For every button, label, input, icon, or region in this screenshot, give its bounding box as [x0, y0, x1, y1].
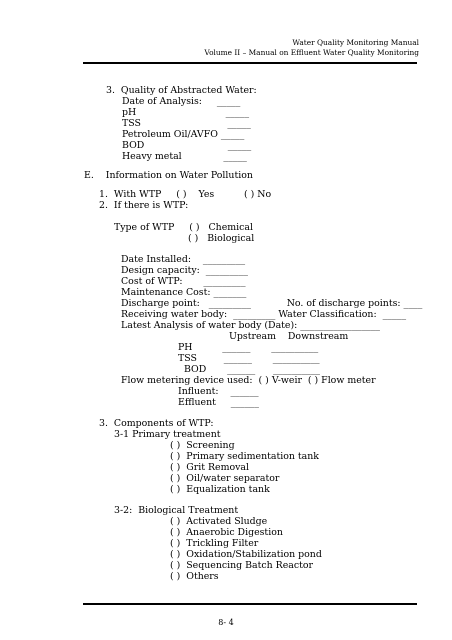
header-subtitle: Volume II – Manual on Effluent Water Quality Monitoring — [204, 48, 419, 57]
quality-heading: 3. Quality of Abstracted Water: — [106, 85, 257, 96]
bio-item: ( ) Trickling Filter — [170, 538, 259, 549]
quality-row: Petroleum Oil/AVFO _____ — [122, 129, 245, 140]
wtp-type: Type of WTP ( ) Chemical — [114, 222, 253, 233]
wtp-type-option: ( ) Biological — [188, 233, 255, 244]
effluent-field: Effluent ______ — [178, 397, 259, 408]
influent-field: Influent: ______ — [178, 386, 259, 397]
wtp-field: Maintenance Cost: _______ — [121, 287, 247, 298]
footer-rule — [83, 603, 417, 605]
wtp-question: 1. With WTP ( ) Yes ( ) No — [99, 189, 272, 200]
stream-row: BOD ______ __________ — [178, 364, 320, 375]
wtp-field: Discharge point: _________ No. of discharge points: ____ — [121, 298, 423, 309]
wtp-if-question: 2. If there is WTP: — [99, 200, 189, 211]
primary-item: ( ) Screening — [170, 440, 235, 451]
page-number: 8- 4 — [218, 618, 234, 627]
wtp-field: Receiving water body: _________ Water Classification: _____ — [121, 309, 407, 320]
header-title: Water Quality Monitoring Manual — [292, 38, 419, 47]
wtp-field: Design capacity: _________ — [121, 265, 248, 276]
bio-item: ( ) Oxidation/Stabilization pond — [170, 549, 322, 560]
primary-item: ( ) Grit Removal — [170, 462, 249, 473]
quality-row: pH _____ — [122, 107, 250, 118]
stream-row: PH ______ __________ — [178, 342, 319, 353]
quality-row: TSS _____ — [122, 118, 251, 129]
quality-row: Date of Analysis: _____ — [122, 96, 241, 107]
bio-item: ( ) Anaerobic Digestion — [170, 527, 283, 538]
stream-row: TSS ______ __________ — [178, 353, 320, 364]
primary-heading: 3-1 Primary treatment — [114, 429, 221, 440]
flow-metering: Flow metering device used: ( ) V-weir ( ) Flow meter — [121, 375, 376, 386]
components-heading: 3. Components of WTP: — [99, 418, 214, 429]
stream-header: Upstream Downstream — [229, 331, 349, 342]
quality-row: BOD _____ — [122, 140, 252, 151]
quality-row: Heavy metal _____ — [122, 151, 247, 162]
bio-item: ( ) Activated Sludge — [170, 516, 268, 527]
header-rule — [83, 62, 417, 64]
section-e-heading: E. Information on Water Pollution — [84, 170, 253, 181]
bio-item: ( ) Others — [170, 571, 219, 582]
primary-item: ( ) Oil/water separator — [170, 473, 280, 484]
wtp-field: Cost of WTP: _________ — [121, 276, 246, 287]
bio-item: ( ) Sequencing Batch Reactor — [170, 560, 313, 571]
primary-item: ( ) Primary sedimentation tank — [170, 451, 319, 462]
primary-item: ( ) Equalization tank — [170, 484, 270, 495]
bio-heading: 3-2: Biological Treatment — [114, 505, 239, 516]
wtp-field: Latest Analysis of water body (Date): _________________ — [121, 320, 380, 331]
wtp-field: Date Installed: _________ — [121, 254, 246, 265]
